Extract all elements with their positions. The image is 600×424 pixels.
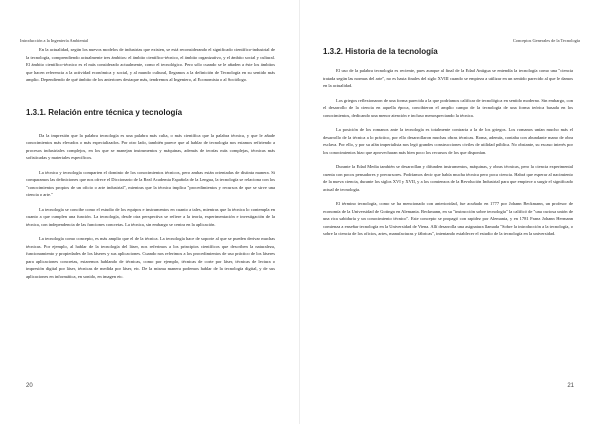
section-paragraph: La tecnología como concepto, es más amplio que el de la técnica. La tecnología hace de soporte al que se pueden derivar muchas técnicas. Por ejemplo, al hablar de la tecnología del láser, nos referimos a los principios científicos que describen la naturaleza, funcionamiento y propiedades de los láseres y sus aplicaciones. Cuando nos referimos a los procedimientos de uso práctico de los láseres para aplicaciones concretas, estaremos hablando de técnicas, como por ejemplo, técnicas de corte por láser, técnicas de lectura o impresión digital por láser, técnicas de medida por láser, etc. De la misma manera podemos hablar de la tecnología digital, y de sus aplicaciones en informática, en sonido, en imagen etc. bbox=[26, 236, 275, 279]
history-paragraph: El término tecnología, como se ha mencionado con anterioridad, fue acuñado en 1777 por Johann Beckmann, un profesor de economía de la Universidad de Gotinga en Alemania. Beckmann, en su "instrucción sobre tecnología" la calificó de "una curiosa unión de una rica sabiduría y un conocimiento técnico". Este concepto se propagó con rapidez por Alemania, y en 1781 Franz Johann Hermann comienza a enseñar tecnología en la Universidad de Viena. Allí desarrolla una asignatura llamada "Sobre la introducción a la tecnología, o sobre la ciencia de los oficios, artes, manufacturas y fábricas", intentando establecer el estudio de la tecnología en la universidad. bbox=[323, 201, 573, 236]
section-paragraph: La técnica y tecnología comparten el dominio de los conocimientos técnicos, pero ambas están orientadas de distinta manera. Si comparamos las definiciones que nos ofrece el Diccionario de la Real Academia Española de la Lengua, la tecnología se relaciona con los "conocimientos propios de un oficio o arte industrial", mientras que la técnica implica "procedimientos y recursos de que se sirve una ciencia o arte." bbox=[26, 169, 275, 197]
history-paragraph: El uso de la palabra tecnología es reciente, pues aunque al final de la Edad Antigua se entendía la tecnología como una "ciencia tratada según las normas del arte", no es hasta finales del siglo XVIII cuando se empieza a utilizar en un sentido parecido al que le damos en la actualidad. bbox=[323, 68, 573, 88]
history-paragraph: Los griegos reflexionaron de una forma parecida a la que podríamos calificar de tecnológica en sentido moderno. Sin embargo, con el desarrollo de la ciencia en aquella época, concibieron el amplio campo de la tecnología de una forma teórica basada en los conocimientos, dedicando una menor atención e incluso menospreciando la técnica. bbox=[323, 97, 573, 118]
intro-paragraph: En la actualidad, según los nuevos modelos de industrias que existen, se está reconsiderando el significado científico-industrial de la tecnología, comprendiendo actualmente tres ámbitos: el ámbito científico-técnico, el ámbito organizativo, y el ámbito social y cultural. El ámbito científico-técnico es el más considerado actualmente, como el tecnológico. Pero sólo cuando se le añaden a éste los ámbitos que hacen referencia a la actividad económica y social, y al mundo cultural, llegamos a la definición de Tecnología en su sentido más amplio. Dependiendo de qué ámbito de los anteriores destaque más, tendremos al Ingeniero, al Economista o al Sociólogo. bbox=[26, 47, 275, 82]
history-paragraph: La posición de los romanos ante la tecnología es totalmente contraria a la de los griegos. Los romanos unían mucho más el desarrollo de la técnica a lo práctico, por ello desarrollaron muchas obras técnicas. Roma, además, contaba con abundante mano de obra esclava. Por ello, y por su afán imperialista nos legó grandes construcciones civiles de utilidad pública. No obstante, su escaso interés por los conocimientos hizo que aprovecharan más bien poco los recursos de los que disponían. bbox=[323, 127, 573, 155]
page-number-right: 21 bbox=[567, 383, 574, 389]
section-paragraph: La tecnología se concibe como el estudio de los equipos e instrumentos en cuanto a tales, mientras que la técnica lo contempla en cuanto a que cumplen una función. La tecnología, desde otra perspectiva se refiere a la teoría, experimentación e investigación de la técnica, con independencia de las funciones concretas. La técnica, sin embargo se centra en la aplicación. bbox=[26, 206, 275, 227]
left-page-body bbox=[26, 46, 275, 280]
history-paragraph: Durante la Edad Media también se desarrollan y difunden instrumentos, máquinas, y obras técnicas, pero la ciencia experimental cuenta con pocos pensadores y precursores. Podríamos decir que había mucha técnica pero poca ciencia. Habrá que esperar al nacimiento de la nueva ciencia, durante los siglos XVI y XVII, y a los comienzos de la Revolución Industrial para que empiece a surgir el significado actual de tecnología. bbox=[323, 164, 573, 192]
page-number-left: 20 bbox=[26, 383, 33, 389]
section-title-tecnica-tecnologia: 1.3.1. Relación entre técnica y tecnología bbox=[26, 107, 183, 117]
right-page-body bbox=[323, 47, 573, 238]
running-head-left: Introducción a la Ingeniería Ambiental bbox=[20, 38, 89, 43]
section-paragraph: Da la impresión que la palabra tecnología es una palabra más culta, o más científica que la palabra técnica, y que le añade conocimientos más elevados o más especializados. Por otro lado, también parece que al hablar de tecnología nos estamos refiriendo a procesos industriales complejos, en los que se manejan instrumentos y máquinas, además de teorías más complejas, técnicas más sofisticadas y materiales específicos. bbox=[26, 132, 275, 160]
running-head-right: Conceptos Generales de la Tecnología bbox=[512, 38, 580, 43]
right-page bbox=[300, 0, 600, 424]
section-title-historia-tecnologia: 1.3.2. Historia de la tecnología bbox=[323, 47, 438, 56]
